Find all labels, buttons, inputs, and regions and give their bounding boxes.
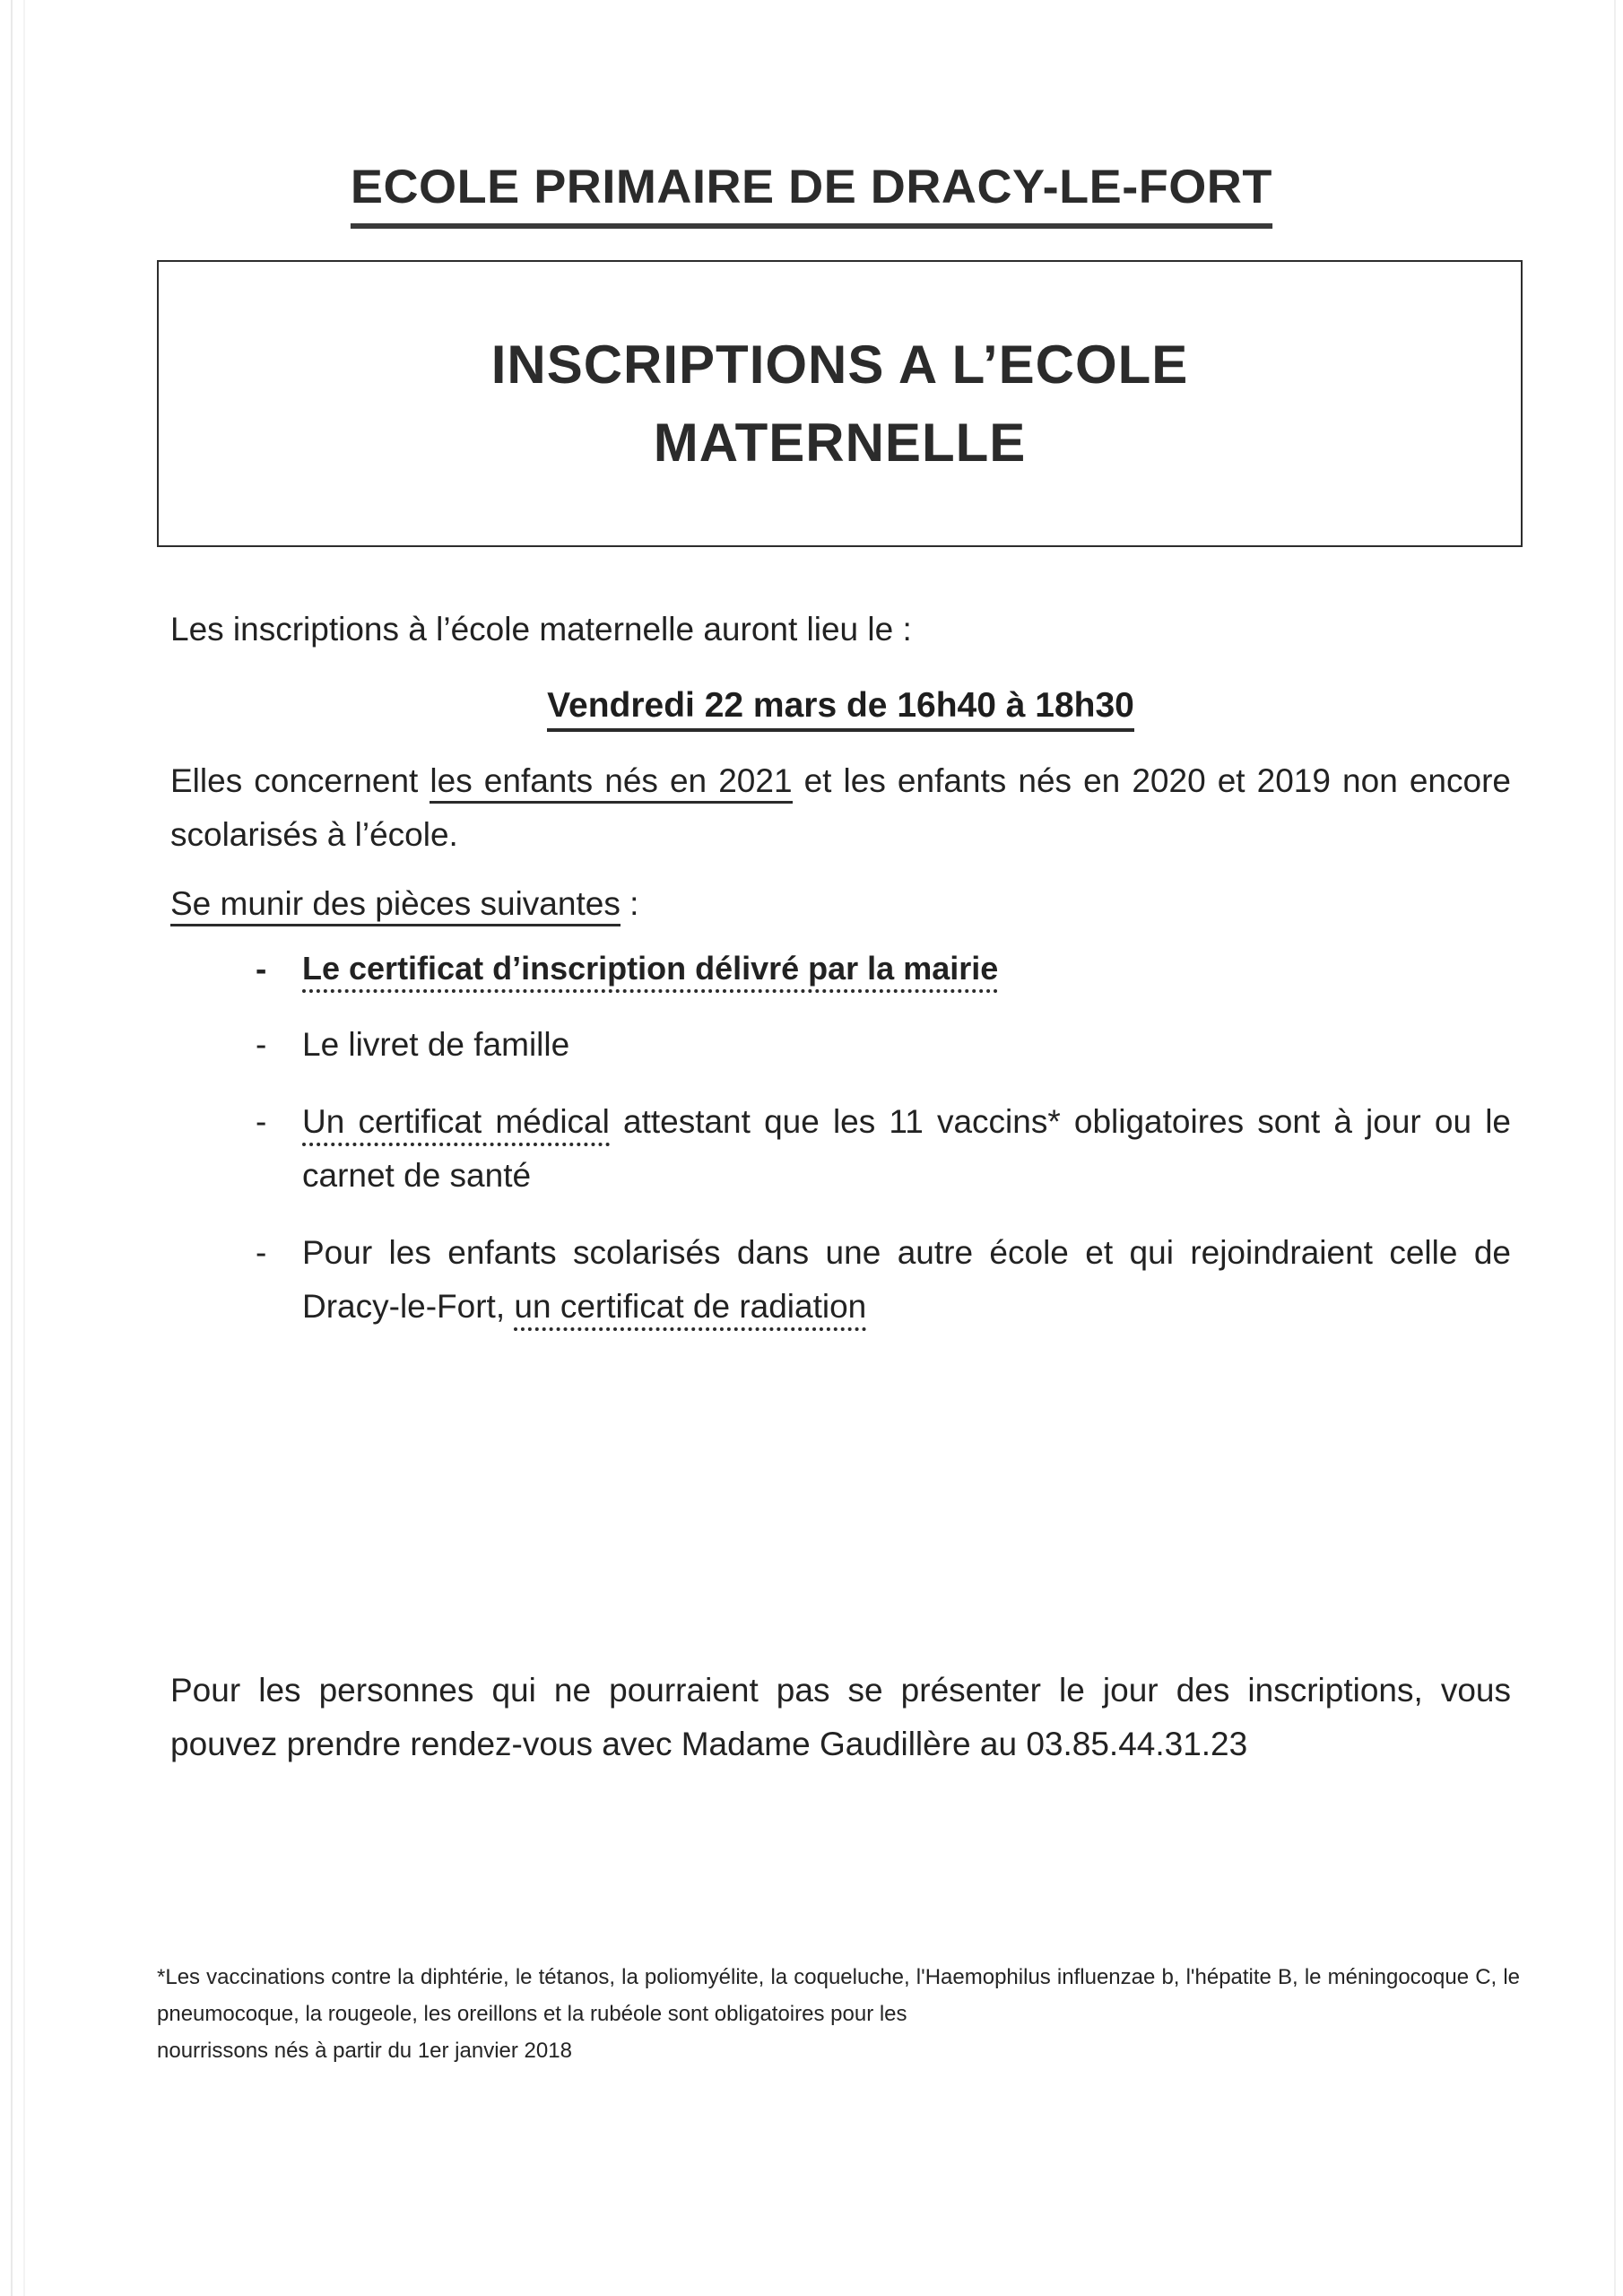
- headline-line-2: MATERNELLE: [653, 413, 1027, 473]
- headline-line-1: INSCRIPTIONS A L’ECOLE: [490, 335, 1189, 395]
- eligibility-suffix: et les enfants nés en 2020 et 2019 non encore scolarisés à l’école.: [170, 761, 1511, 853]
- document-item-certificate-mairie: Le certificat d’inscription délivré par la mairie: [302, 950, 998, 993]
- appointment-paragraph: Pour les personnes qui ne pourraient pas se présenter le jour des inscriptions, vous pouvez prendre rendez-vous avec Madame Gaudillère au 03.85.44.31.23: [170, 1672, 1511, 1762]
- vaccination-footnote: [157, 1960, 1520, 2069]
- list-item: [256, 1018, 1511, 1072]
- eligibility-prefix: Elles concernent: [170, 761, 430, 799]
- body-column: [170, 603, 1511, 1357]
- required-documents-list: [170, 943, 1511, 1334]
- intro-lead-text: Les inscriptions à l’école maternelle auront lieu le :: [170, 611, 912, 648]
- list-item: [256, 1226, 1511, 1334]
- document-item-radiation-prefix: Pour les enfants scolarisés dans une autre école et qui rejoindraient celle de Dracy-le-Fort,: [302, 1233, 1511, 1325]
- document-item-certificat-radiation: un certificat de radiation: [514, 1288, 866, 1331]
- headline-box: [157, 260, 1523, 547]
- footnote-main-text: *Les vaccinations contre la diphtérie, le tétanos, la poliomyélite, la coqueluche, l'Haemophilus influenzae b, l'hépatite B, le méningocoque C, le pneumocoque, la rougeole, les oreillons et la rubéole sont obligatoires pour les: [157, 1965, 1520, 2026]
- document-item-certificat-medical: Un certificat médical: [302, 1103, 610, 1146]
- document-item-livret-famille: Le livret de famille: [302, 1025, 570, 1063]
- list-item: [256, 943, 1511, 995]
- list-item: [256, 1095, 1511, 1203]
- school-name-text: ECOLE PRIMAIRE DE DRACY-LE-FORT: [351, 160, 1272, 229]
- footnote-last-line: nourrissons nés à partir du 1er janvier 2018: [157, 2038, 572, 2063]
- registration-date-highlight: [170, 683, 1511, 729]
- documents-section-heading: [170, 885, 1511, 923]
- documents-heading-colon: :: [620, 884, 639, 922]
- eligibility-paragraph: [170, 754, 1511, 862]
- school-name-heading: [0, 160, 1623, 229]
- documents-heading-text: Se munir des pièces suivantes: [170, 885, 621, 926]
- registration-date-text: Vendredi 22 mars de 16h40 à 18h30: [547, 686, 1134, 732]
- eligibility-birth-year: les enfants nés en 2021: [430, 762, 792, 804]
- document-item-vaccins-detail: attestant que les 11 vaccins* obligatoires sont à jour ou le carnet de santé: [302, 1102, 1511, 1194]
